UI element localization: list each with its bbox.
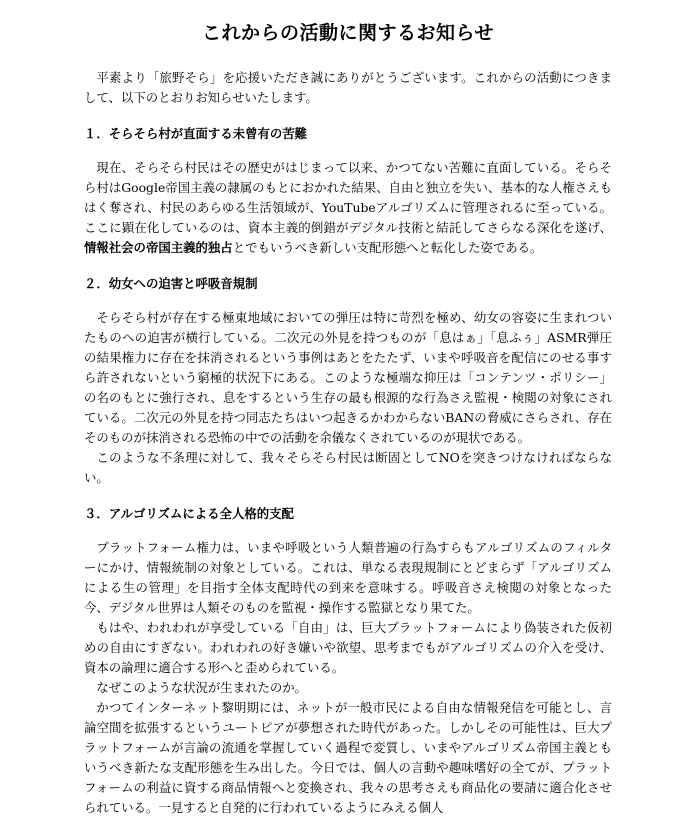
intro-paragraph: 平素より「旅野そら」を応援いただき誠にありがとうございます。これからの活動につきまして、以下のとおりお知らせいたします。 xyxy=(84,70,612,105)
section-1-text-b: とでもいうべき新しい支配形態へと転化した姿である。 xyxy=(232,240,543,255)
section-2-heading: ２．幼女への迫害と呼吸音規制 xyxy=(84,276,258,291)
section-1-text-a: 現在、そらそら村民はその歴史がはじまって以来、かつてない苦難に直面している。そらそら村はGoogle帝国主義の隷属のもとにおかれた結果、自由と独立を失い、基本的な人権さえもはく奪され、村民のあらゆる生活領域が、YouTubeアルゴリズムに管理されるに至っている。ここに顕在化しているのは、資本主義的倒錯がデジタル技術と結託してさらなる深化を遂げ、 xyxy=(84,160,612,235)
spacer xyxy=(84,524,612,538)
section-1-emphasis: 情報社会の帝国主義的独占 xyxy=(84,240,233,255)
section-2-paragraph-2: このような不条理に対して、我々そらそら村民は断固としてNOを突きつけなければならない。 xyxy=(84,450,612,485)
spacer xyxy=(84,488,612,504)
spacer xyxy=(84,144,612,158)
spacer xyxy=(84,294,612,308)
spacer xyxy=(84,258,612,274)
document-page xyxy=(84,20,612,818)
section-3-paragraph-1: プラットフォーム権力は、いまや呼吸という人類普遍の行為すらもアルゴリズムのフィルターにかけ、情報統制の対象としている。これは、単なる表現規制にとどまらず「アルゴリズムによる生の管理」を目指す全体支配時代の到来を意味する。呼吸音さえ検閲の対象となった今、デジタル世界は人類そのものを監視・操作する監獄となり果てた。 xyxy=(84,540,612,615)
section-1-paragraph xyxy=(84,158,612,258)
section-3-paragraph-4: かつてインターネット黎明期には、ネットが一般市民による自由な情報発信を可能とし、言論空間を拡張するというユートピアが夢想された時代があった。しかしその可能性は、巨大プラットフォームが言論の流通を掌握していく過程で変質し、いまやアルゴリズム帝国主義ともいうべき新たな支配形態を生み出した。今日では、個人の言動や趣味嗜好の全てが、プラットフォームの利益に資する商品情報へと変換され、我々の思考さえも商品化の要請に適合化させられている。一見すると自発的に行われているようにみえる個人 xyxy=(84,700,612,815)
page-title: これからの活動に関するお知らせ xyxy=(202,22,494,44)
section-2-paragraph-1: そらそら村が存在する極東地域においての弾圧は特に苛烈を極め、幼女の容姿に生まれついたものへの迫害が横行している。二次元の外見を持つものが「息はぁ」「息ふぅ」ASMR弾圧の結果権力に存在を抹消されるという事例はあとをたたず、いまや呼吸音を配信にのせる事すら許されないという窮極的状況下にある。このような極端な抑圧は「コンテンツ・ポリシー」の名のもとに強行され、息をするという生存の最も根源的な行為さえ監視・検閲の対象にされている。二次元の外見を持つ同志たちはいつ起きるかわからないBANの脅威にさらされ、存在そのものが抹消される恐怖の中での活動を余儀なくされているのが現状である。 xyxy=(84,310,612,445)
section-3-paragraph-3: なぜこのような状況が生まれたのか。 xyxy=(96,680,308,695)
spacer xyxy=(84,108,612,124)
section-3-heading: ３．アルゴリズムによる全人格的支配 xyxy=(84,506,294,521)
section-3-paragraph-2: もはや、われわれが享受している「自由」は、巨大プラットフォームにより偽装された仮初めの自由にすぎない。われわれの好き嫌いや欲望、思考までもがアルゴリズムの介入を受け、資本の論理に適合する形へと歪められている。 xyxy=(84,620,612,675)
section-1-heading: １．そらそら村が直面する未曾有の苦難 xyxy=(84,126,308,141)
